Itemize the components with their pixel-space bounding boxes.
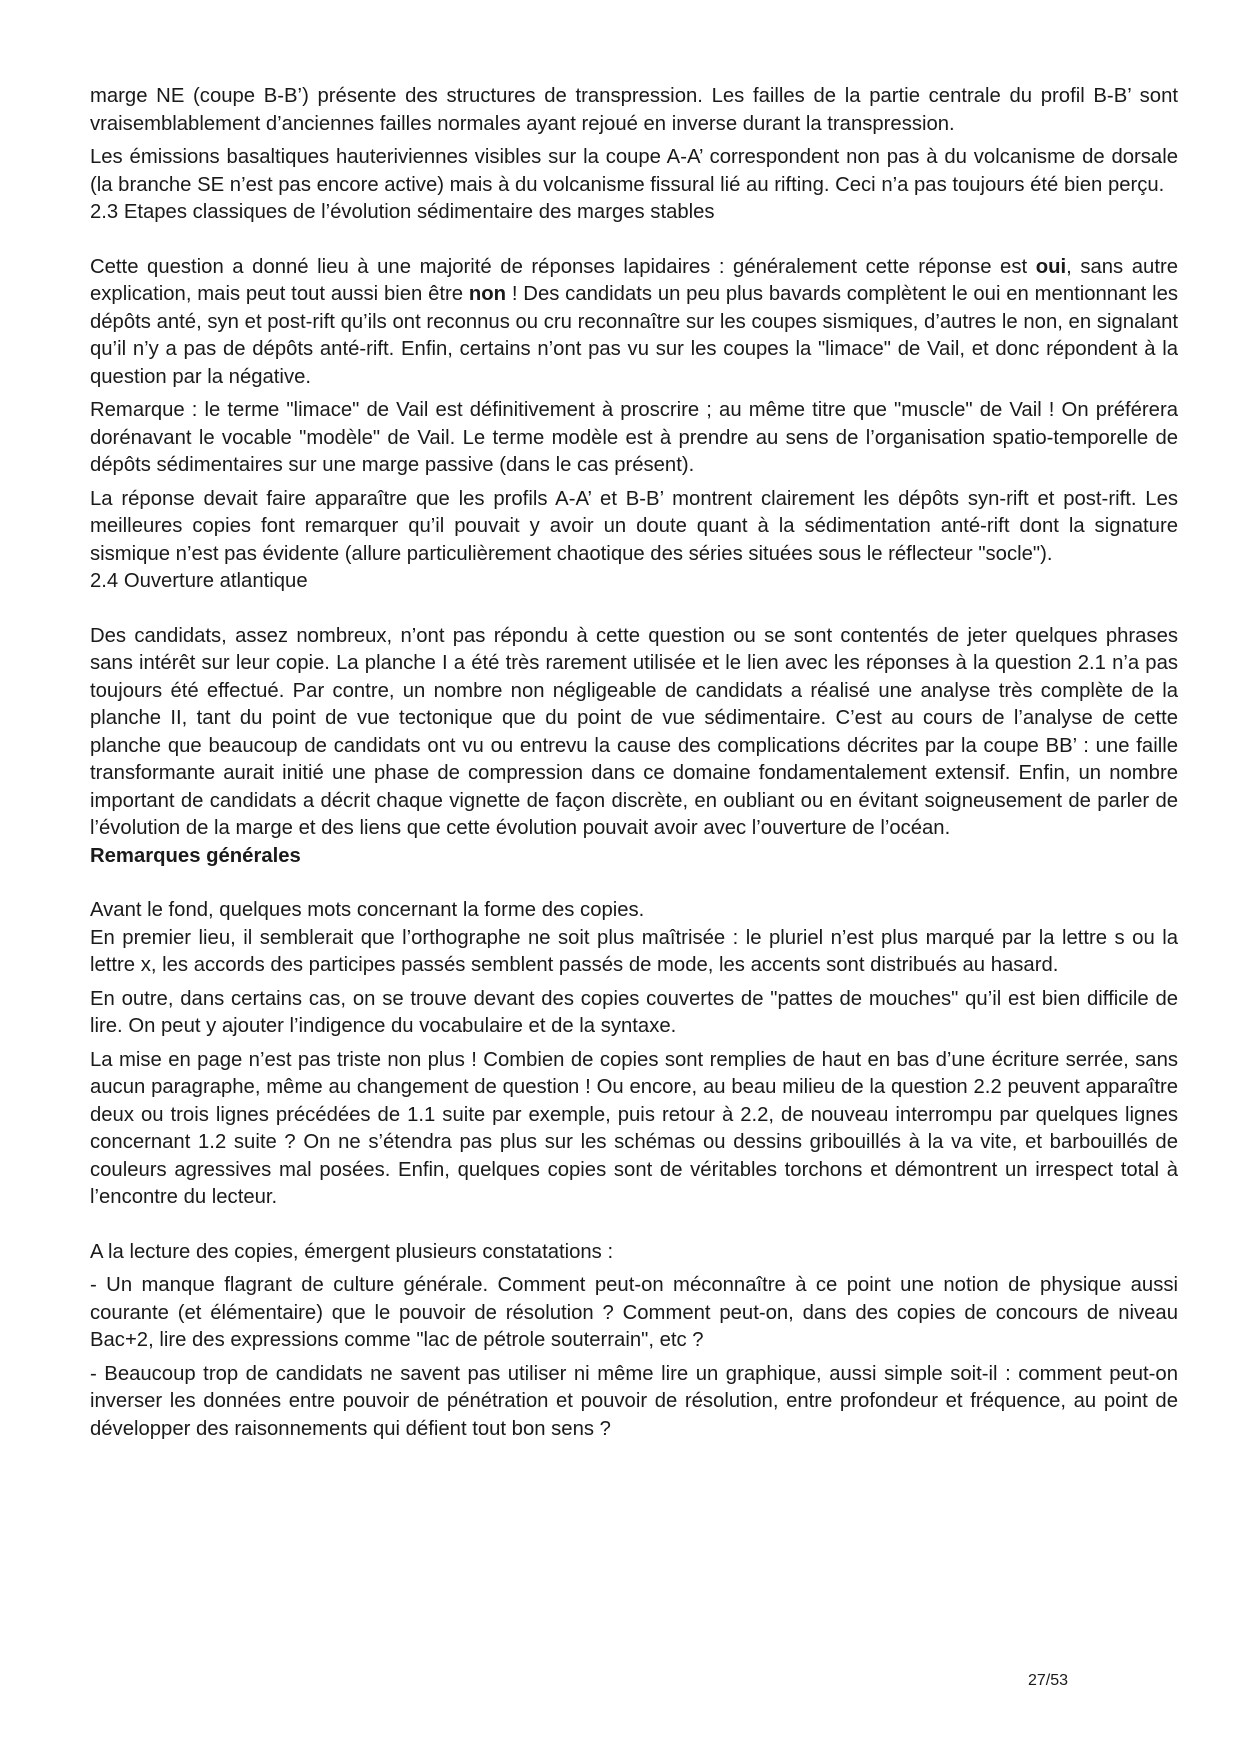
bold-non: non: [468, 283, 507, 305]
section-heading-2-3: 2.3 Etapes classiques de l’évolution sédimentaire des marges stables: [90, 201, 715, 223]
paragraph-2-3-reponse: La réponse devait faire apparaître que les profils A-A’ et B-B’ montrent clairement les dépôts syn-rift et post-rift. Les meilleures copies font remarquer qu’il pouvait y avoir un doute quant à la sédimentation anté-rift dont la signature sismique n’est pas évidente (allure particulièrement chaotique des séries situées sous le réflecteur "socle").: [90, 487, 1178, 565]
paragraph-2-3-answers: [90, 254, 1178, 392]
text-run: Cette question a donné lieu à une majorité de réponses lapidaires : généralement cette réponse est: [90, 255, 1036, 278]
paragraph-basaltic-emissions: Les émissions basaltiques hauteriviennes visibles sur la coupe A-A’ correspondent non pas à du volcanisme de dorsale (la branche SE n’est pas encore active) mais à du volcanisme fissural lié au rifting. Ceci n’a pas toujours été bien perçu.: [90, 146, 1178, 196]
document-page: [90, 83, 1178, 1443]
paragraph-mise-en-page: La mise en page n’est pas triste non plus ! Combien de copies sont remplies de haut en bas d’une écriture serrée, sans aucun paragraphe, même au changement de question ! Ou encore, au beau milieu de la question 2.2 peuvent apparaître deux ou trois lignes précédées de 1.1 suite par exemple, puis retour à 2.2, de nouveau interrompu par quelques lignes concernant 1.2 suite ? On ne s’étendra pas plus sur les schémas ou dessins gribouillés à la va vite, et barbouillés de couleurs agressives mal posées. Enfin, quelques copies sont de véritables torchons et démontrent un irrespect total à l’encontre du lecteur.: [90, 1048, 1178, 1208]
paragraph-constatations-intro: A la lecture des copies, émergent plusieurs constatations :: [90, 1240, 614, 1263]
paragraph-avant-le-fond: Avant le fond, quelques mots concernant la forme des copies.: [90, 899, 645, 921]
paragraph-orthographe: En premier lieu, il semblerait que l’orthographe ne soit plus maîtrisée : le pluriel n’est plus marqué par la lettre s ou la lettre x, les accords des participes passés semblent passés de mode, les accents sont distribués au hasard.: [90, 926, 1178, 976]
list-item-culture-generale: - Un manque flagrant de culture générale. Comment peut-on méconnaître à ce point une notion de physique aussi courante (et élémentaire) que le pouvoir de résolution ? Comment peut-on, dans des copies de concours de niveau Bac+2, lire des expressions comme "lac de pétrole souterrain", etc ?: [90, 1274, 1178, 1351]
section-heading-remarques-generales: Remarques générales: [90, 844, 301, 867]
text-run: ! Des candidats un peu plus bavards complètent le oui en mentionnant les dépôts anté, syn et post-rift qu’ils ont reconnus ou cru reconnaître sur les coupes sismiques, d’autres le non, en signalant qu’il n’y a pas de dépôts anté-rift. Enfin, certains n’ont pas vu sur les coupes la "limace" de Vail, et donc répondent à la question par la négative.: [90, 283, 1179, 388]
paragraph-2-4-ouverture: Des candidats, assez nombreux, n’ont pas répondu à cette question ou se sont contentés de jeter quelques phrases sans intérêt sur leur copie. La planche I a été très rarement utilisée et le lien avec les réponses à la question 2.1 n’a pas toujours été effectué. Par contre, un nombre non négligeable de candidats a réalisé une analyse très complète de la planche II, tant du point de vue tectonique que du point de vue sédimentaire. C’est au cours de l’analyse de cette planche que beaucoup de candidats ont vu ou entrevu la cause des complications décrites par la coupe BB’ : une faille transformante aurait initié une phase de compression dans ce domaine fondamentalement extensif. Enfin, un nombre important de candidats a décrit chaque vignette de façon discrète, en oubliant ou en évitant soigneusement de parler de l’évolution de la marge et des liens que cette évolution pouvait avoir avec l’ouverture de l’océan.: [90, 624, 1178, 839]
section-heading-2-4: 2.4 Ouverture atlantique: [90, 570, 308, 592]
page-number: 27/53: [1028, 1672, 1069, 1689]
list-item-graphique: - Beaucoup trop de candidats ne savent pas utiliser ni même lire un graphique, aussi simple soit-il : comment peut-on inverser les données entre pouvoir de pénétration et pouvoir de résolution, entre profondeur et fréquence, au point de développer des raisonnements qui défient tout bon sens ?: [90, 1362, 1178, 1440]
text-run: , sans autre explication, mais peut tout aussi bien être: [90, 255, 1178, 305]
paragraph-pattes-de-mouches: En outre, dans certains cas, on se trouve devant des copies couvertes de "pattes de mouches" qu’il est bien difficile de lire. On peut y ajouter l’indigence du vocabulaire et de la syntaxe.: [90, 987, 1178, 1037]
paragraph-transpression: marge NE (coupe B-B’) présente des structures de transpression. Les failles de la partie centrale du profil B-B’ sont vraisemblablement d’anciennes failles normales ayant rejoué en inverse durant la transpression.: [90, 85, 1178, 135]
paragraph-2-3-remarque: Remarque : le terme "limace" de Vail est définitivement à proscrire ; au même titre que "muscle" de Vail ! On préférera dorénavant le vocable "modèle" de Vail. Le terme modèle est à prendre au sens de l’organisation spatio-temporelle de dépôts sédimentaires sur une marge passive (dans le cas présent).: [90, 399, 1178, 476]
bold-oui: oui: [1035, 255, 1067, 278]
